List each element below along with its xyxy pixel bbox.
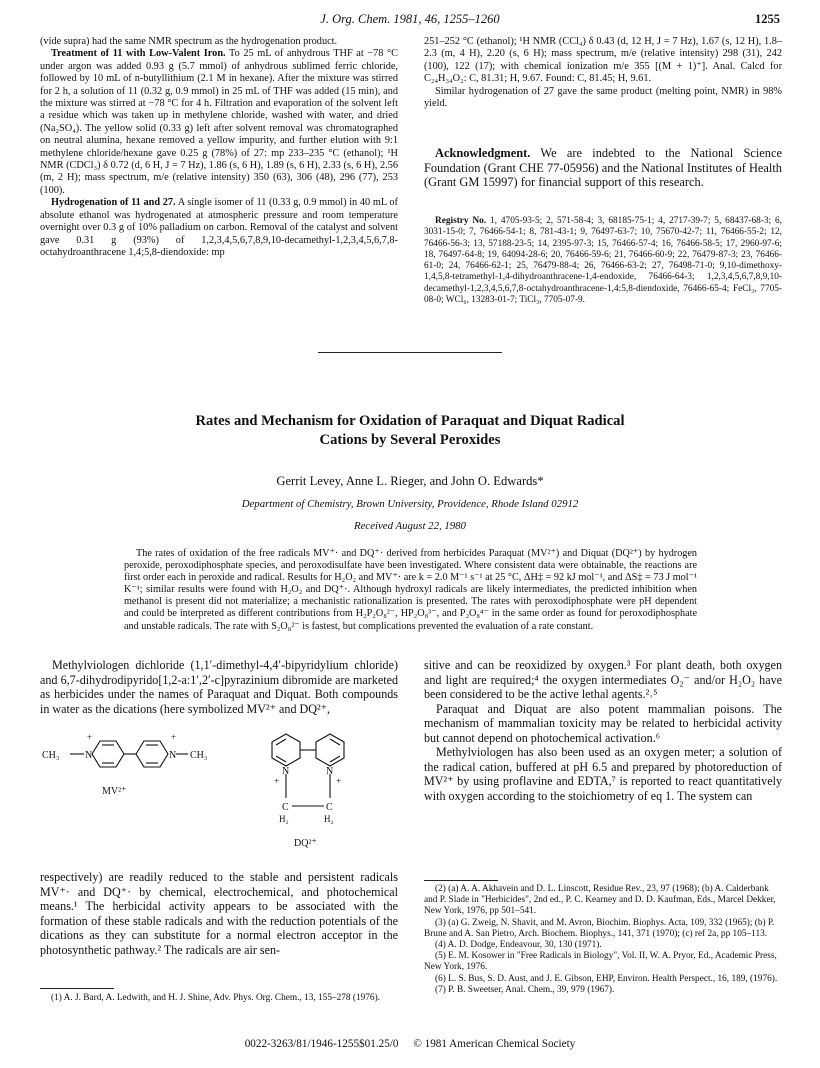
footnotes-left bbox=[40, 993, 398, 1004]
previous-article-right-column bbox=[424, 36, 782, 110]
title-line-1: Rates and Mechanism for Oxidation of Paraquat and Diquat Radical bbox=[195, 413, 625, 429]
page-footer bbox=[40, 1038, 780, 1050]
acknowledgment bbox=[424, 146, 782, 190]
body-right-paragraph-1: Paraquat and Diquat are also potent mammalian poisons. The mechanism of mammalian toxicity may be related to herbicidal activity but cannot depend on photochemical activation.⁶ bbox=[424, 701, 782, 745]
body-right bbox=[424, 658, 782, 803]
prev-paragraph-2: Hydrogenation of 11 and 27. A single isomer of 11 (0.33 g, 0.9 mmol) in 40 mL of absolute ethanol was hydrogenated at atmospheric pressure and room temperature overnight over 0.3 g of 10% palladium on carbon. Removal of the catalyst and solvent gave 0.31 g (93%) of 1,2,3,4,5,6,7,8,9,10-decamethyl-1,2,3,4,5,6,7,8-octahydroanthracene 1,4;5,8-diendoxide: mp bbox=[40, 197, 398, 258]
page-number: 1255 bbox=[755, 12, 780, 26]
prev-paragraph-0: (vide supra) had the same NMR spectrum as the hydrogenation product. bbox=[40, 36, 338, 47]
prev-right-paragraph-0: 251–252 °C (ethanol); ¹H NMR (CCl₄) δ 0.43 (d, 12 H, J = 7 Hz), 1.67 (s, 12 H), 1.8–2.3 (m, 4 H), 2.20 (s, 6 H); mass spectrum, m/e (relative intensity) 298 (31), 242 (100), 122 (17); with chemical ionization m/e 355 [(M + 1)⁺]. Anal. Calcd for C₂₄H₃₄O₂: C, 81.31; H, 9.67. Found: C, 81.45; H, 9.61. bbox=[424, 36, 782, 85]
dq-nitrogen-right: N bbox=[326, 766, 334, 777]
footnote-7: (7) P. B. Sweetser, Anal. Chem., 39, 979 (1967). bbox=[435, 984, 615, 995]
article-separator-rule bbox=[318, 352, 502, 353]
abstract-text: The rates of oxidation of the free radicals MV⁺· and DQ⁺· derived from herbicides Paraquat (MV²⁺) and Diquat (DQ²⁺) by hydrogen peroxide, peroxodiphosphate species, and peroxodisulfate have been investigated. Where consistent data were obtainable, the reactions are first order each in peroxide and radical. Results for H₂O₂ and MV⁺· are k = 2.0 M⁻¹ s⁻¹ at 25 °C, ΔH‡ = 92 kJ mol⁻¹, and ΔS‡ = 73 J mol⁻¹ K⁻¹; similar results were found with H₂O₂ and DQ⁺·. Although hydroxyl radicals are likely intermediates, the predicted inhibition when methanol is present did not materialize; a mechanistic rationalization is presented. The rates with peroxodiphosphate were pH dependent and could be interpreted as different contributions from H₂P₂O₈²⁻, HP₂O₈³⁻, and P₂O₈⁴⁻ in the same order as found for peroxodiphosphate and unstable radicals. The rate with S₂O₈²⁻ is fastest, but complications prevented the evaluation of a rate constant. bbox=[124, 548, 697, 632]
footnote-1: (1) A. J. Bard, A. Ledwith, and H. J. Shine, Adv. Phys. Org. Chem., 13, 155–278 (1976). bbox=[51, 993, 380, 1003]
dq-charge-right: + bbox=[336, 776, 342, 786]
price-code: 0022-3263/81/1946-1255$01.25/0 bbox=[244, 1038, 399, 1050]
mv-nitrogen-left: N bbox=[85, 750, 93, 761]
prev-right-paragraph-1: Similar hydrogenation of 27 gave the same product (melting point, NMR) in 98% yield. bbox=[424, 85, 782, 110]
dq-ring-left bbox=[272, 734, 300, 766]
footnote-3: (3) (a) G. Zweig, N. Shavit, and M. Avron, Biochim. Biophys. Acta, 109, 332 (1965); (b) P. Brune and A. San Pietro, Arch. Biochem. Biophys., 141, 371 (1970); (c) ref 2a, pp 105–113. bbox=[424, 917, 775, 939]
prev-paragraph-1: Treatment of 11 with Low-Valent Iron. To 25 mL of anhydrous THF at −78 °C under argon was added 0.93 g (5.7 mmol) of anhydrous sublimed ferric chloride, followed by 10 mL of n-butyllithium (2.1 M in hexane). After the mixture was stirred for 2 h, a solution of 11 (0.32 g, 0.9 mmol) in 25 mL of THF was added (15 min), and the mixture was stirred at −78 °C for 4 h. Filtration and evaporation of the solvent left a residue which was taken up in methylene chloride, washed with water, and dried (Na₂SO₄). The yellow solid (0.33 g) left after solvent removal was chromatographed on neutral alumina, hexane removed a yellow impurity, and further elution with 9:1 methylene chloride/hexane gave 0.25 g (78%) of 27: mp 233–235 °C (ethanol); ¹H NMR (CDCl₃) δ 0.72 (d, 6 H, J = 7 Hz), 1.86 (s, 6 H), 1.89 (s, 6 H), 2.33 (s, 6 H), 2.56 (m, 2 H); mass spectrum, m/e (relative intensity) 350 (63), 306 (48), 296 (77), 253 (100). bbox=[40, 48, 398, 196]
title-line-2: Cations by Several Peroxides bbox=[319, 432, 501, 448]
previous-article-left-column bbox=[40, 36, 398, 259]
abstract bbox=[124, 548, 697, 633]
intro-paragraph: Methylviologen dichloride (1,1′-dimethyl-4,4′-bipyridylium chloride) and 6,7-dihydrodipyrido[1,2-a:1′,2′-c]pyrazinium dibromide are marketed as herbicides under the names of Paraquat and Diquat. Both compounds in water as the dications (here symbolized MV²⁺ and DQ²⁺, bbox=[40, 658, 398, 716]
acknowledgment-heading: Acknowledgment. bbox=[435, 146, 531, 160]
chemical-structures bbox=[40, 726, 398, 858]
registry-heading: Registry No. bbox=[435, 216, 487, 226]
footnote-rule-left bbox=[40, 988, 114, 989]
dq-h2-right: H₂ bbox=[324, 814, 334, 824]
authors: Gerrit Levey, Anne L. Rieger, and John O. Edwards* bbox=[276, 474, 544, 488]
intro-continuation: respectively) are readily reduced to the stable and persistent radicals MV⁺· and DQ⁺· by chemical, electrochemical, and photochemical means.¹ The herbicidal activity appears to be associated with the formation of these stable radicals and with the reduction potentials of the dications as they can substitute for a normal electron acceptor in the photosynthetic pathway.² The radicals are air sen- bbox=[40, 870, 398, 957]
mv-methyl-right: CH₃ bbox=[190, 750, 208, 761]
copyright: © 1981 American Chemical Society bbox=[413, 1038, 576, 1050]
journal-citation: J. Org. Chem. 1981, 46, 1255–1260 bbox=[320, 12, 500, 26]
body-right-paragraph-2: Methylviologen has also been used as an oxygen meter; a solution of the radical cation, buffered at pH 6.5 and prepared by photoreduction of MV²⁺ by using proflavine and EDTA,⁷ is reported to react quantitatively with oxygen according to the stoichiometry of eq 1. The system can bbox=[424, 745, 782, 803]
dq-label: DQ²⁺ bbox=[294, 838, 317, 849]
footnotes-right bbox=[424, 884, 782, 996]
footnote-5: (5) E. M. Kosower in "Free Radicals in Biology", Vol. II, W. A. Pryor, Ed., Academic Press, New York, 1976. bbox=[424, 951, 777, 973]
acknowledgment-text: We are indebted to the National Science Foundation (Grant CHE 77-05956) and the National Institutes of Health (Grant GM 15997) for financial support of this research. bbox=[424, 146, 782, 190]
mv-charge-left: + bbox=[87, 732, 93, 742]
dq-carbon-left: C bbox=[282, 802, 289, 813]
mv-nitrogen-right: N bbox=[169, 750, 177, 761]
body-left-bottom bbox=[40, 870, 398, 957]
mv-charge-right: + bbox=[171, 732, 177, 742]
mv-label: MV²⁺ bbox=[102, 786, 127, 797]
affiliation: Department of Chemistry, Brown University, Providence, Rhode Island 02912 bbox=[241, 498, 579, 510]
footnote-2: (2) (a) A. A. Akhavein and D. L. Linscott, Residue Rev., 23, 97 (1968); (b) A. Calderbank and P. Slade in "Herbicides", 2nd ed., P. C. Kearney and D. D. Kaufman, Eds., Marcel Dekker, New York, 1976, pp 501–541. bbox=[424, 884, 776, 917]
running-header bbox=[40, 12, 780, 30]
mv-methyl-left: CH₃ bbox=[42, 750, 60, 761]
footnote-4: (4) A. D. Dodge, Endeavour, 30, 130 (1971). bbox=[435, 940, 602, 951]
body-left-top bbox=[40, 658, 398, 716]
dq-carbon-right: C bbox=[326, 802, 333, 813]
footnote-rule-right bbox=[424, 880, 498, 881]
body-right-paragraph-0: sitive and can be reoxidized by oxygen.³ For plant death, both oxygen and light are required;⁴ the oxygen intermediates O₂⁻ and/or H₂O₂ have been considered to be the active lethal agents.²˒⁵ bbox=[424, 658, 782, 701]
footnote-6: (6) L. S. Bus, S. D. Aust, and J. E. Gibson, EHP, Environ. Health Perspect., 16, 189, (1976). bbox=[435, 973, 778, 984]
dq-ring-right bbox=[316, 734, 344, 766]
received-date: Received August 22, 1980 bbox=[354, 520, 466, 532]
article-title bbox=[60, 412, 760, 450]
dq-nitrogen-left: N bbox=[282, 766, 290, 777]
dq-h2-left: H₂ bbox=[279, 814, 289, 824]
registry-text: 1, 4705-93-5; 2, 571-58-4; 3, 68185-75-1; 4, 2717-39-7; 5, 68437-68-3; 6, 3031-15-0; 7, 76466-54-1; 8, 781-43-1; 9, 76497-63-7; 10, 75670-42-7; 11, 76466-55-2; 12, 76466-56-3; 13, 57188-23-5; 14, 2395-97-3; 15, 76466-57-4; 16, 76466-58-5; 17, 2960-97-6; 18, 76497-64-8; 19, 64094-28-6; 20, 76466-59-6; 21, 76466-60-9; 22, 76479-87-3; 23, 76466-61-0; 24, 76466-62-1; 25, 76479-88-4; 26, 76466-63-2; 27, 76498-71-0; 9,10-dimethoxy-1,4,5,8-tetramethyl-1,4-dihydroanthracene-1,4-endoxide, 76466-64-3; 1,2,3,4,5,6,7,8,9,10-decamethyl-1,2,3,4,5,6,7,8-octahydroanthracene-1,4:5,8-diendoxide, 76466-65-4; FeCl₃, 7705-08-0; WCl₆, 13283-01-7; TiCl₃, 7705-07-9. bbox=[424, 216, 782, 306]
dq-charge-left: + bbox=[274, 776, 280, 786]
registry-numbers bbox=[424, 216, 782, 306]
